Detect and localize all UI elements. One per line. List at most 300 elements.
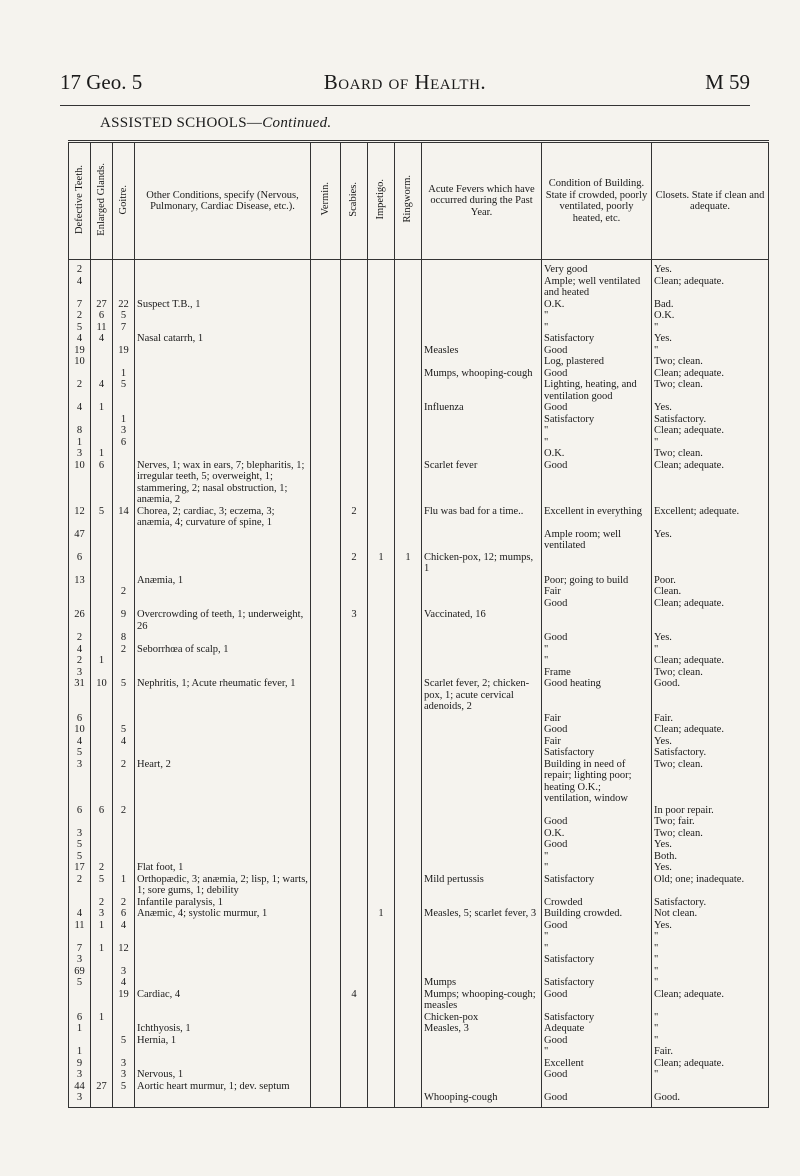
cell-scabies	[341, 299, 368, 311]
cell-fevers	[422, 931, 542, 943]
cell-impetigo	[368, 356, 395, 368]
cell-vermin	[311, 713, 341, 725]
cell-scabies	[341, 460, 368, 506]
cell-impetigo	[368, 322, 395, 334]
cell-goitre	[113, 356, 135, 368]
cell-scabies	[341, 759, 368, 805]
cell-fevers	[422, 586, 542, 598]
cell-vermin	[311, 644, 341, 656]
table-row	[69, 747, 769, 759]
cell-fevers	[422, 1081, 542, 1093]
cell-vermin	[311, 310, 341, 322]
cell-vermin	[311, 667, 341, 679]
cell-closets: Yes.	[652, 862, 769, 874]
cell-building: Good	[542, 1092, 652, 1107]
cell-building: Excellent	[542, 1058, 652, 1070]
cell-vermin	[311, 862, 341, 874]
cell-closets: Satisfactory.	[652, 414, 769, 426]
table-row	[69, 299, 769, 311]
cell-vermin	[311, 954, 341, 966]
cell-scabies	[341, 368, 368, 380]
cell-ringworm	[395, 529, 422, 552]
cell-building	[542, 966, 652, 978]
cell-glands: 4	[91, 379, 113, 402]
cell-teeth: 10	[69, 460, 91, 506]
cell-ringworm	[395, 655, 422, 667]
table-row	[69, 575, 769, 587]
cell-closets: Yes.	[652, 333, 769, 345]
cell-building	[542, 552, 652, 575]
cell-ringworm	[395, 667, 422, 679]
cell-glands: 27	[91, 299, 113, 311]
cell-teeth: 10	[69, 724, 91, 736]
table-row	[69, 1023, 769, 1035]
cell-other	[135, 655, 311, 667]
cell-goitre: 14	[113, 506, 135, 529]
cell-ringworm	[395, 379, 422, 402]
table-row	[69, 460, 769, 506]
cell-ringworm	[395, 632, 422, 644]
cell-fevers	[422, 310, 542, 322]
cell-impetigo	[368, 989, 395, 1012]
cell-closets: Yes.	[652, 260, 769, 276]
cell-teeth: 7	[69, 943, 91, 955]
cell-closets: "	[652, 931, 769, 943]
table-row	[69, 678, 769, 713]
header-page-ref: M 59	[705, 70, 750, 94]
cell-goitre	[113, 460, 135, 506]
cell-closets: O.K.	[652, 310, 769, 322]
cell-teeth	[69, 816, 91, 828]
col-building: Condition of Building. State if crowded, poorly ventilated, poorly heated, etc.	[542, 142, 652, 260]
table-row	[69, 1081, 769, 1093]
cell-goitre	[113, 598, 135, 610]
cell-closets: Clean.	[652, 586, 769, 598]
cell-ringworm	[395, 586, 422, 598]
cell-teeth: 5	[69, 322, 91, 334]
cell-ringworm	[395, 575, 422, 587]
cell-vermin	[311, 1035, 341, 1047]
table-row	[69, 655, 769, 667]
cell-building: Satisfactory	[542, 333, 652, 345]
cell-fevers	[422, 713, 542, 725]
cell-fevers	[422, 724, 542, 736]
cell-vermin	[311, 920, 341, 932]
cell-glands	[91, 931, 113, 943]
cell-fevers: Measles, 3	[422, 1023, 542, 1035]
cell-fevers: Measles, 5; scarlet fever, 3	[422, 908, 542, 920]
cell-vermin	[311, 322, 341, 334]
cell-other: Hernia, 1	[135, 1035, 311, 1047]
cell-ringworm	[395, 1081, 422, 1093]
table-row	[69, 851, 769, 863]
cell-scabies	[341, 655, 368, 667]
cell-vermin	[311, 1069, 341, 1081]
cell-glands	[91, 575, 113, 587]
cell-vermin	[311, 747, 341, 759]
cell-building: Good heating	[542, 678, 652, 713]
cell-ringworm	[395, 828, 422, 840]
cell-other	[135, 448, 311, 460]
cell-closets: "	[652, 1035, 769, 1047]
cell-building: Good	[542, 460, 652, 506]
cell-ringworm	[395, 805, 422, 817]
cell-impetigo	[368, 667, 395, 679]
cell-building: "	[542, 437, 652, 449]
cell-closets	[652, 1081, 769, 1093]
cell-glands	[91, 598, 113, 610]
cell-goitre	[113, 529, 135, 552]
table-row	[69, 724, 769, 736]
cell-teeth: 4	[69, 333, 91, 345]
cell-closets: "	[652, 322, 769, 334]
cell-impetigo	[368, 402, 395, 414]
cell-scabies	[341, 805, 368, 817]
cell-fevers	[422, 897, 542, 909]
table-row	[69, 529, 769, 552]
cell-glands	[91, 1046, 113, 1058]
table-row	[69, 954, 769, 966]
cell-impetigo	[368, 529, 395, 552]
cell-building: Satisfactory	[542, 977, 652, 989]
cell-glands	[91, 724, 113, 736]
cell-glands	[91, 747, 113, 759]
cell-fevers: Mumps	[422, 977, 542, 989]
cell-glands: 2	[91, 897, 113, 909]
cell-vermin	[311, 414, 341, 426]
cell-closets: In poor repair.	[652, 805, 769, 817]
cell-teeth: 3	[69, 759, 91, 805]
cell-other: Orthopædic, 3; anæmia, 2; lisp, 1; warts, 1; sore gums, 1; debility	[135, 874, 311, 897]
cell-building: Good	[542, 724, 652, 736]
cell-ringworm	[395, 678, 422, 713]
cell-glands: 2	[91, 862, 113, 874]
cell-fevers: Scarlet fever, 2; chicken-pox, 1; acute cervical adenoids, 2	[422, 678, 542, 713]
cell-ringworm	[395, 724, 422, 736]
health-table	[68, 140, 769, 1108]
cell-other: Ichthyosis, 1	[135, 1023, 311, 1035]
cell-other	[135, 954, 311, 966]
cell-closets: "	[652, 954, 769, 966]
cell-fevers: Measles	[422, 345, 542, 357]
cell-closets: Yes.	[652, 839, 769, 851]
cell-fevers: Vaccinated, 16	[422, 609, 542, 632]
cell-closets	[652, 552, 769, 575]
cell-fevers	[422, 667, 542, 679]
cell-glands	[91, 552, 113, 575]
page-header	[60, 70, 750, 98]
cell-goitre: 7	[113, 322, 135, 334]
cell-impetigo	[368, 747, 395, 759]
cell-glands: 1	[91, 1012, 113, 1024]
cell-goitre: 4	[113, 736, 135, 748]
cell-goitre	[113, 747, 135, 759]
cell-building: Good	[542, 368, 652, 380]
col-closets: Closets. State if clean and adequate.	[652, 142, 769, 260]
cell-fevers	[422, 920, 542, 932]
cell-teeth: 9	[69, 1058, 91, 1070]
cell-scabies	[341, 1069, 368, 1081]
table-row	[69, 1092, 769, 1107]
cell-closets	[652, 609, 769, 632]
cell-vermin	[311, 609, 341, 632]
cell-goitre	[113, 828, 135, 840]
cell-goitre	[113, 276, 135, 299]
cell-other: Overcrowding of teeth, 1; underweight, 26	[135, 609, 311, 632]
cell-scabies	[341, 632, 368, 644]
cell-other	[135, 1012, 311, 1024]
table-row	[69, 862, 769, 874]
cell-closets: "	[652, 977, 769, 989]
cell-fevers	[422, 1046, 542, 1058]
cell-glands	[91, 954, 113, 966]
cell-fevers: Influenza	[422, 402, 542, 414]
cell-scabies	[341, 379, 368, 402]
cell-ringworm	[395, 402, 422, 414]
cell-building: Satisfactory	[542, 874, 652, 897]
table-row	[69, 839, 769, 851]
cell-building: "	[542, 310, 652, 322]
cell-fevers: Mild pertussis	[422, 874, 542, 897]
cell-fevers	[422, 333, 542, 345]
cell-glands: 11	[91, 322, 113, 334]
cell-impetigo	[368, 1069, 395, 1081]
cell-closets: Fair.	[652, 713, 769, 725]
cell-goitre	[113, 851, 135, 863]
cell-scabies	[341, 598, 368, 610]
cell-fevers	[422, 805, 542, 817]
cell-glands: 5	[91, 874, 113, 897]
table-row	[69, 713, 769, 725]
cell-scabies	[341, 448, 368, 460]
cell-goitre: 4	[113, 920, 135, 932]
cell-glands	[91, 989, 113, 1012]
table-row	[69, 506, 769, 529]
cell-impetigo	[368, 333, 395, 345]
table-row	[69, 644, 769, 656]
cell-other	[135, 966, 311, 978]
cell-ringworm	[395, 747, 422, 759]
cell-impetigo	[368, 575, 395, 587]
cell-building: Fair	[542, 713, 652, 725]
cell-ringworm	[395, 437, 422, 449]
cell-glands: 6	[91, 460, 113, 506]
cell-other: Chorea, 2; cardiac, 3; eczema, 3; anæmia, 4; curvature of spine, 1	[135, 506, 311, 529]
cell-closets: Fair.	[652, 1046, 769, 1058]
table-row	[69, 425, 769, 437]
cell-closets: "	[652, 943, 769, 955]
cell-impetigo	[368, 1092, 395, 1107]
cell-teeth: 2	[69, 655, 91, 667]
cell-scabies	[341, 322, 368, 334]
cell-ringworm	[395, 1012, 422, 1024]
cell-building: Frame	[542, 667, 652, 679]
cell-impetigo	[368, 862, 395, 874]
cell-vermin	[311, 874, 341, 897]
cell-building: Satisfactory	[542, 954, 652, 966]
cell-impetigo	[368, 448, 395, 460]
cell-glands: 6	[91, 310, 113, 322]
cell-scabies	[341, 414, 368, 426]
cell-impetigo	[368, 460, 395, 506]
cell-glands: 10	[91, 678, 113, 713]
cell-goitre: 2	[113, 644, 135, 656]
cell-scabies: 4	[341, 989, 368, 1012]
cell-building: Satisfactory	[542, 414, 652, 426]
cell-glands	[91, 609, 113, 632]
cell-vermin	[311, 299, 341, 311]
cell-vermin	[311, 1081, 341, 1093]
cell-other	[135, 276, 311, 299]
cell-teeth: 5	[69, 977, 91, 989]
cell-goitre: 2	[113, 897, 135, 909]
table-row	[69, 609, 769, 632]
cell-building: Good	[542, 1069, 652, 1081]
cell-glands: 5	[91, 506, 113, 529]
cell-ringworm	[395, 506, 422, 529]
cell-impetigo	[368, 851, 395, 863]
cell-scabies	[341, 1012, 368, 1024]
cell-closets: Clean; adequate.	[652, 598, 769, 610]
cell-building: Good	[542, 402, 652, 414]
cell-other: Suspect T.B., 1	[135, 299, 311, 311]
cell-goitre	[113, 260, 135, 276]
cell-teeth: 2	[69, 379, 91, 402]
cell-building: "	[542, 322, 652, 334]
cell-other	[135, 1058, 311, 1070]
cell-impetigo	[368, 586, 395, 598]
table-row	[69, 379, 769, 402]
cell-teeth: 31	[69, 678, 91, 713]
cell-other: Flat foot, 1	[135, 862, 311, 874]
cell-impetigo	[368, 1058, 395, 1070]
cell-vermin	[311, 506, 341, 529]
table-row	[69, 260, 769, 276]
cell-impetigo	[368, 345, 395, 357]
cell-building: Fair	[542, 736, 652, 748]
cell-ringworm	[395, 839, 422, 851]
cell-vermin	[311, 805, 341, 817]
cell-fevers	[422, 747, 542, 759]
table-row	[69, 598, 769, 610]
cell-impetigo	[368, 805, 395, 817]
cell-glands	[91, 1058, 113, 1070]
cell-closets: "	[652, 1023, 769, 1035]
cell-teeth: 3	[69, 828, 91, 840]
cell-teeth	[69, 931, 91, 943]
cell-other: Nervous, 1	[135, 1069, 311, 1081]
cell-impetigo	[368, 632, 395, 644]
cell-glands	[91, 977, 113, 989]
cell-goitre: 4	[113, 977, 135, 989]
col-impetigo: Impetigo.	[368, 142, 395, 260]
cell-ringworm	[395, 644, 422, 656]
cell-ringworm	[395, 1069, 422, 1081]
cell-vermin	[311, 437, 341, 449]
cell-scabies	[341, 931, 368, 943]
col-teeth: Defective Teeth.	[69, 142, 91, 260]
cell-goitre: 1	[113, 874, 135, 897]
cell-other	[135, 816, 311, 828]
cell-ringworm	[395, 299, 422, 311]
table-body	[69, 260, 769, 1108]
cell-teeth: 3	[69, 448, 91, 460]
cell-teeth: 47	[69, 529, 91, 552]
cell-impetigo	[368, 828, 395, 840]
cell-closets: Yes.	[652, 402, 769, 414]
cell-fevers	[422, 736, 542, 748]
cell-other	[135, 425, 311, 437]
table-row	[69, 736, 769, 748]
cell-ringworm	[395, 851, 422, 863]
cell-goitre	[113, 333, 135, 345]
cell-impetigo	[368, 897, 395, 909]
cell-vermin	[311, 368, 341, 380]
cell-teeth: 1	[69, 1046, 91, 1058]
cell-goitre: 3	[113, 966, 135, 978]
cell-vermin	[311, 839, 341, 851]
cell-fevers	[422, 632, 542, 644]
cell-vermin	[311, 966, 341, 978]
table-row	[69, 1058, 769, 1070]
cell-goitre: 9	[113, 609, 135, 632]
cell-closets: "	[652, 345, 769, 357]
cell-other	[135, 529, 311, 552]
cell-fevers	[422, 759, 542, 805]
cell-closets: Two; clean.	[652, 448, 769, 460]
cell-ringworm	[395, 943, 422, 955]
cell-other: Aortic heart murmur, 1; dev. septum	[135, 1081, 311, 1093]
cell-ringworm: 1	[395, 552, 422, 575]
cell-impetigo	[368, 425, 395, 437]
cell-fevers	[422, 356, 542, 368]
table-row	[69, 667, 769, 679]
table-row	[69, 632, 769, 644]
cell-teeth: 3	[69, 954, 91, 966]
cell-ringworm	[395, 448, 422, 460]
cell-scabies	[341, 276, 368, 299]
cell-ringworm	[395, 1046, 422, 1058]
cell-scabies	[341, 1092, 368, 1107]
cell-glands	[91, 1035, 113, 1047]
cell-impetigo	[368, 678, 395, 713]
cell-vermin	[311, 598, 341, 610]
cell-scabies	[341, 897, 368, 909]
cell-teeth: 7	[69, 299, 91, 311]
cell-other	[135, 736, 311, 748]
cell-ringworm	[395, 460, 422, 506]
cell-vermin	[311, 1092, 341, 1107]
cell-glands: 1	[91, 655, 113, 667]
cell-glands: 1	[91, 943, 113, 955]
cell-fevers: Flu was bad for a time..	[422, 506, 542, 529]
cell-fevers	[422, 575, 542, 587]
cell-goitre: 8	[113, 632, 135, 644]
cell-glands	[91, 966, 113, 978]
cell-teeth: 1	[69, 1023, 91, 1035]
header-row	[69, 142, 769, 260]
cell-impetigo	[368, 931, 395, 943]
cell-closets: "	[652, 1012, 769, 1024]
cell-vermin	[311, 586, 341, 598]
cell-goitre: 1	[113, 414, 135, 426]
cell-glands	[91, 260, 113, 276]
header-title: Board of Health.	[323, 70, 487, 94]
cell-impetigo: 1	[368, 908, 395, 920]
cell-glands	[91, 368, 113, 380]
cell-vermin	[311, 402, 341, 414]
cell-goitre	[113, 1046, 135, 1058]
